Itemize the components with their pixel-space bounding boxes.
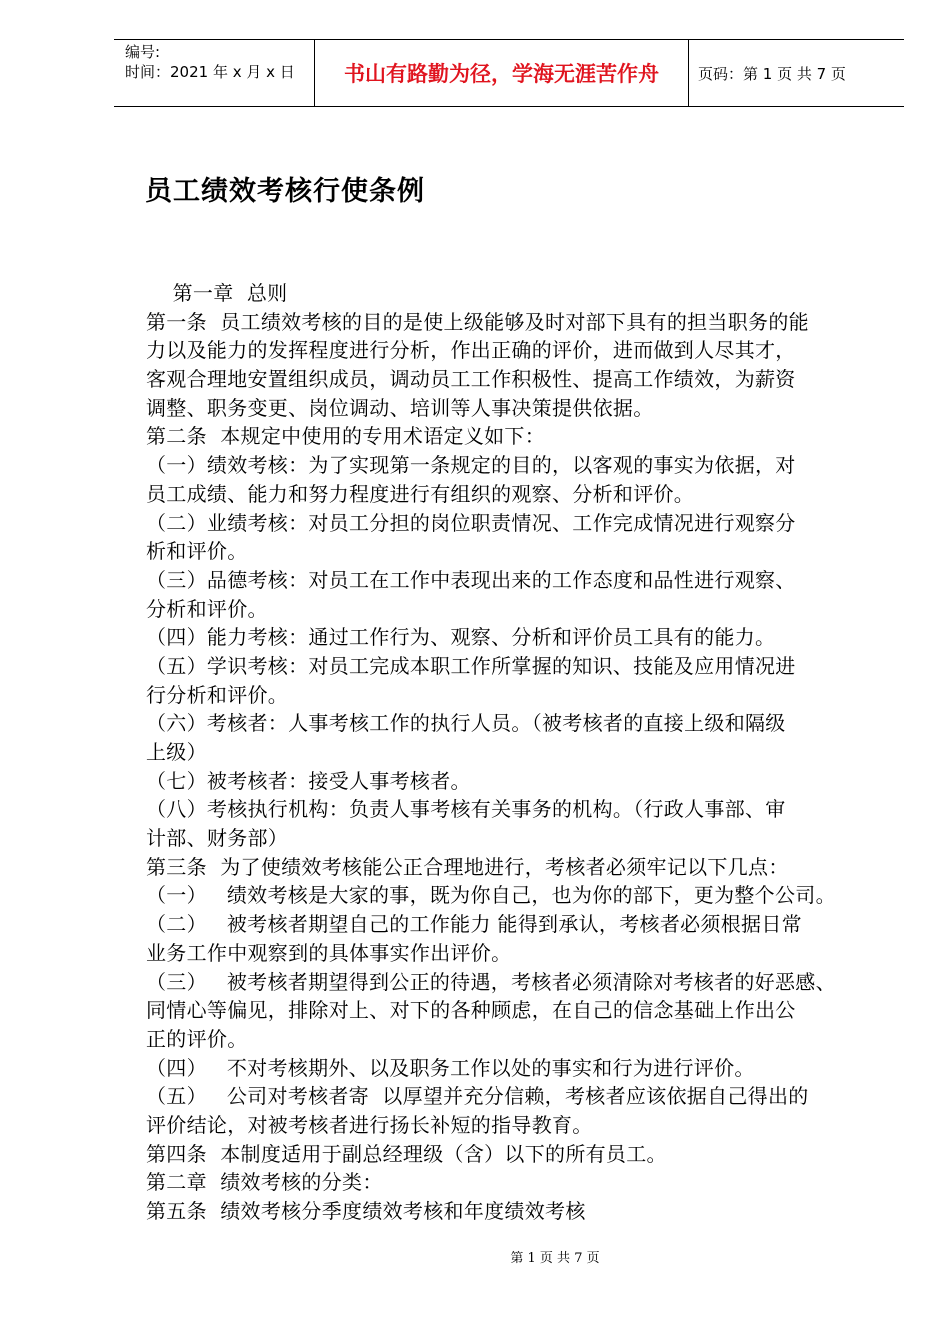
body-line: 第二条 本规定中使用的专用术语定义如下： [146,424,546,449]
body-line: 第三条 为了使绩效考核能公正合理地进行，考核者必须牢记以下几点： [146,854,789,879]
body-line: （八）考核执行机构：负责人事考核有关事务的机构。（行政人事部、审 [146,797,786,822]
header-motto: 书山有路勤为径，学海无涯苦作舟 [315,40,689,106]
body-line: 上级） [146,740,207,764]
body-line: 客观合理地安置组织成员，调动员工工作积极性、提高工作绩效，为薪资 [146,367,796,392]
page-header [114,39,904,107]
body-line: 计部、财务部） [146,826,289,851]
page-footer: 第 1 页 共 7 页 [510,1251,600,1266]
body-line: （六）考核者：人事考核工作的执行人员。（被考核者的直接上级和隔级 [146,711,786,736]
body-line: （一）绩效考核：为了实现第一条规定的目的，以客观的事实为依据，对 [146,453,796,478]
document-number-label: 编号: [125,43,161,61]
body-line: 行分析和评价。 [146,682,289,707]
body-line: 第二章 绩效考核的分类： [146,1170,383,1195]
body-line: （二） 被考核者期望自己的工作能力 能得到承认，考核者必须根据日常 [146,912,802,937]
body-line: 员工成绩、能力和努力程度进行有组织的观察、分析和评价。 [146,481,695,506]
body-line: （三）品德考核：对员工在工作中表现出来的工作态度和品性进行观察、 [146,567,796,592]
header-meta [114,40,315,106]
body-line: （一） 绩效考核是大家的事，既为你自己，也为你的部下，更为整个公司。 [146,883,836,908]
body-line: 第一章 总则 [146,281,288,305]
body-line: （四） 不对考核期外、以及职务工作以处的事实和行为进行评价。 [146,1055,755,1080]
body-line: （五）学识考核：对员工完成本职工作所掌握的知识、技能及应用情况进 [146,653,796,678]
body-line: 第四条 本制度适用于副总经理级（含）以下的所有员工。 [146,1141,667,1166]
body-line: （四）能力考核：通过工作行为、观察、分析和评价员工具有的能力。 [146,625,776,650]
body-line: 分析和评价。 [146,596,268,621]
document-body [146,279,891,1226]
body-line: 析和评价。 [146,539,248,564]
body-line: （五） 公司对考核者寄 以厚望并充分信赖，考核者应该依据自己得出的 [146,1084,809,1109]
body-line: 正的评价。 [146,1026,248,1051]
body-line: 调整、职务变更、岗位调动、培训等人事决策提供依据。 [146,395,654,420]
body-line: 业务工作中观察到的具体事实作出评价。 [146,940,512,965]
document-date: 时间：2021 年 x 月 x 日 [125,63,295,81]
body-line: （三） 被考核者期望得到公正的待遇，考核者必须清除对考核者的好恶感、 [146,969,836,994]
body-line: （二）业绩考核：对员工分担的岗位职责情况、工作完成情况进行观察分 [146,510,796,535]
body-line: （七）被考核者：接受人事考核者。 [146,768,471,793]
header-page-info: 页码：第 1 页 共 7 页 [698,64,846,83]
body-line: 第一条 员工绩效考核的目的是使上级能够及时对部下具有的担当职务的能 [146,309,809,334]
body-line: 第五条 绩效考核分季度绩效考核和年度绩效考核 [146,1199,586,1223]
body-line: 同情心等偏见，排除对上、对下的各种顾虑，在自己的信念基础上作出公 [146,998,796,1023]
document-title: 员工绩效考核行使条例 [145,176,425,207]
body-line: 评价结论，对被考核者进行扬长补短的指导教育。 [146,1112,593,1137]
body-line: 力以及能力的发挥程度进行分析，作出正确的评价，进而做到人尽其才， [146,338,796,363]
